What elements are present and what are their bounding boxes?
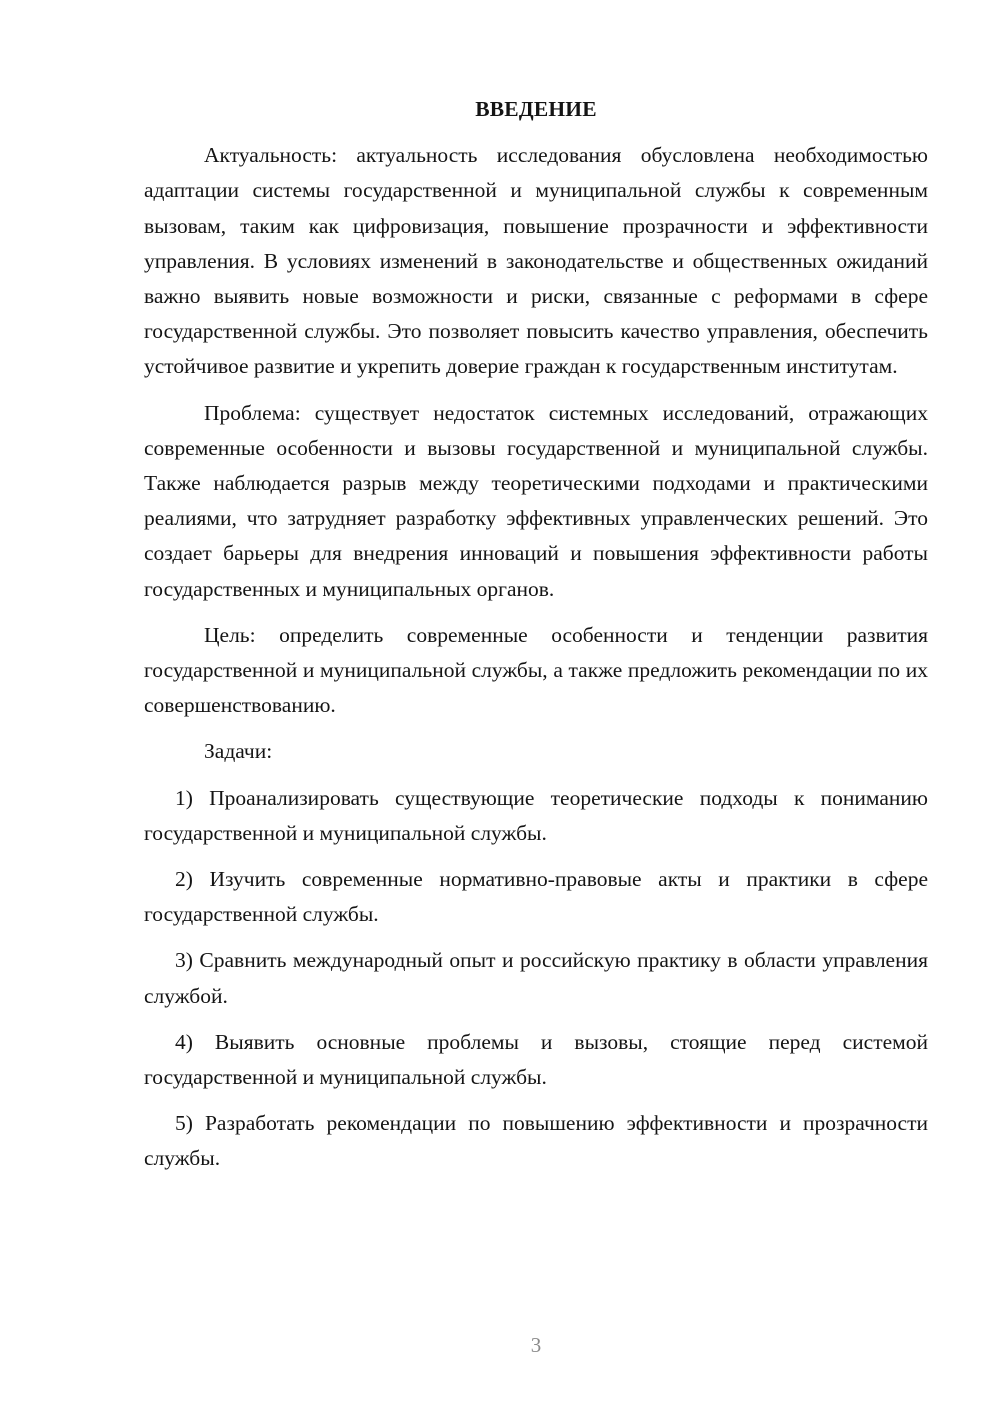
task-item-5: 5) Разработать рекомендации по повышению эффективности и прозрачности службы. xyxy=(144,1111,928,1171)
task-item-3: 3) Сравнить международный опыт и российскую практику в области управления службой. xyxy=(144,948,928,1008)
task-item-1: 1) Проанализировать существующие теоретические подходы к пониманию государственной и муниципальной службы. xyxy=(144,785,928,845)
paragraph-relevance: Актуальность: актуальность исследования обусловлена необходимостью адаптации системы государственной и муниципальной службы к современным вызовам, таким как цифровизация, повышение прозрачности и эффективности управления. В условиях изменений в законодательстве и общественных ожиданий важно выявить новые возможности и риски, связанные с реформами в сфере государственной службы. Это позволяет повысить качество управления, обеспечить устойчивое развитие и укрепить доверие граждан к государственным институтам. xyxy=(144,143,928,379)
paragraph-problem: Проблема: существует недостаток системных исследований, отражающих современные особенности и вызовы государственной и муниципальной службы. Также наблюдается разрыв между теоретическими подходами и практическими реалиями, что затрудняет разработку эффективных управленческих решений. Это создает барьеры для внедрения инноваций и повышения эффективности работы государственных и муниципальных органов. xyxy=(144,400,928,601)
tasks-heading: Задачи: xyxy=(204,739,273,764)
page-content xyxy=(144,92,928,1188)
page-number: 3 xyxy=(530,1333,542,1357)
paragraph-goal: Цель: определить современные особенности и тенденции развития государственной и муниципальной службы, а также предложить рекомендации по их совершенствованию. xyxy=(144,622,928,718)
section-title: ВВЕДЕНИЕ xyxy=(475,97,597,121)
tasks-list xyxy=(144,781,928,1177)
task-item-2: 2) Изучить современные нормативно-правовые акты и практики в сфере государственной службы. xyxy=(144,867,928,927)
task-item-4: 4) Выявить основные проблемы и вызовы, стоящие перед системой государственной и муниципальной службы. xyxy=(144,1029,928,1090)
